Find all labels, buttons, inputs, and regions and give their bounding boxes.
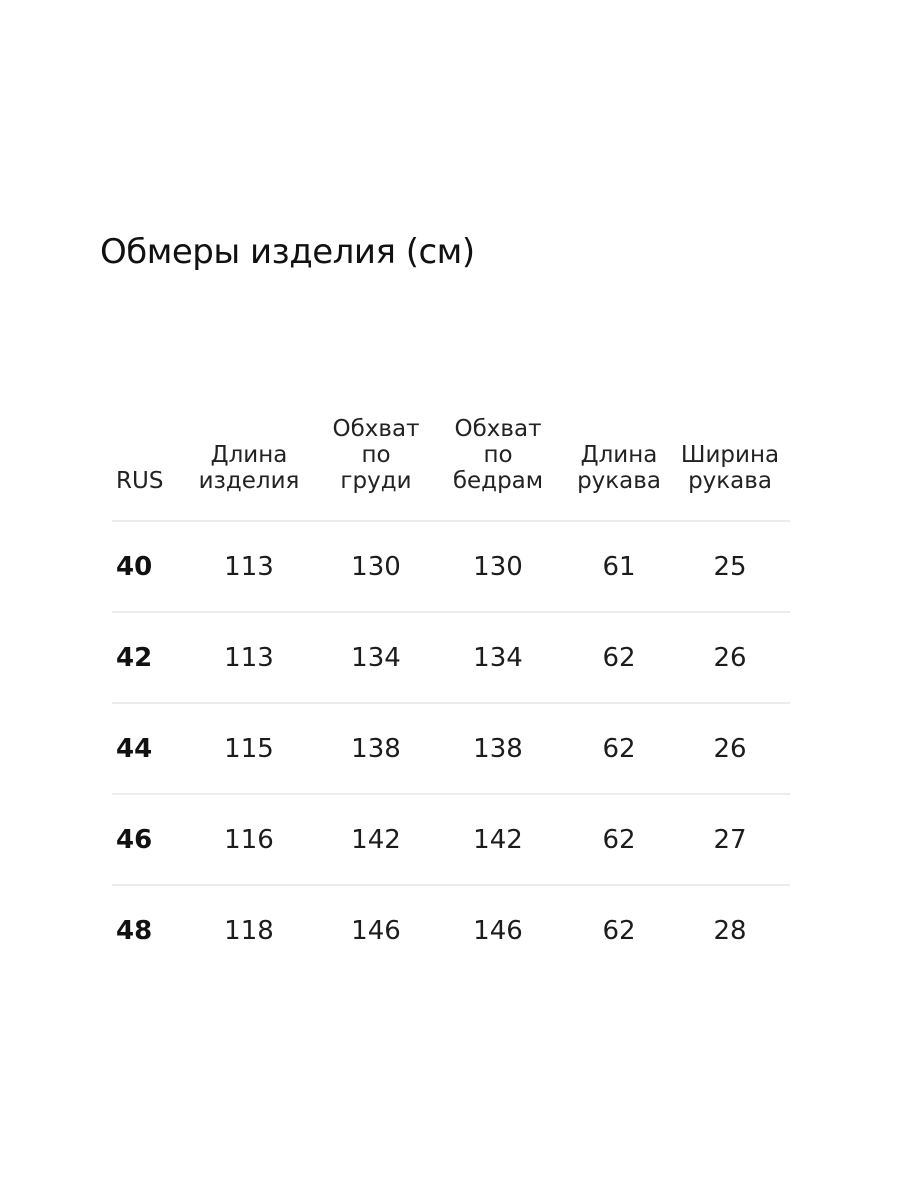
table-row [112, 886, 790, 975]
table-header [112, 412, 790, 522]
table-row [112, 522, 790, 613]
value-cell: 27 [713, 824, 747, 855]
header-line: RUS [116, 468, 164, 494]
header-line: Длина [210, 442, 288, 468]
header-line: по [361, 442, 391, 468]
header-line: груди [340, 468, 412, 494]
value-cell: 115 [224, 733, 274, 764]
table-row [112, 704, 790, 795]
page-title: Обмеры изделия (см) [100, 232, 475, 272]
header-chest [324, 416, 428, 520]
value-cell: 130 [473, 551, 523, 582]
value-cell: 113 [224, 642, 274, 673]
size-cell: 42 [116, 642, 153, 673]
header-line: Длина [580, 442, 658, 468]
header-hips [428, 416, 568, 520]
size-cell: 44 [116, 733, 153, 764]
header-line: рукава [577, 468, 661, 494]
header-length [174, 442, 324, 520]
value-cell: 134 [351, 642, 401, 673]
size-cell: 48 [116, 915, 153, 946]
value-cell: 142 [473, 824, 523, 855]
table-row [112, 795, 790, 886]
header-line: рукава [688, 468, 772, 494]
size-cell: 46 [116, 824, 153, 855]
value-cell: 61 [602, 551, 636, 582]
value-cell: 62 [602, 733, 636, 764]
value-cell: 62 [602, 824, 636, 855]
table-row [112, 613, 790, 704]
value-cell: 134 [473, 642, 523, 673]
header-line: Обхват [454, 416, 542, 442]
header-sleeve-width [670, 442, 790, 520]
value-cell: 142 [351, 824, 401, 855]
value-cell: 62 [602, 915, 636, 946]
value-cell: 25 [713, 551, 747, 582]
header-sleeve-length [568, 442, 670, 520]
header-line: Обхват [332, 416, 420, 442]
size-cell: 40 [116, 551, 153, 582]
header-line: по [483, 442, 513, 468]
header-line: бедрам [452, 468, 544, 494]
value-cell: 62 [602, 642, 636, 673]
value-cell: 130 [351, 551, 401, 582]
value-cell: 116 [224, 824, 274, 855]
value-cell: 28 [713, 915, 747, 946]
value-cell: 146 [473, 915, 523, 946]
value-cell: 26 [713, 733, 747, 764]
value-cell: 118 [224, 915, 274, 946]
header-line: Ширина [680, 442, 780, 468]
size-table [112, 412, 790, 975]
value-cell: 138 [473, 733, 523, 764]
header-line: изделия [198, 468, 300, 494]
header-rus [112, 468, 174, 520]
value-cell: 26 [713, 642, 747, 673]
value-cell: 138 [351, 733, 401, 764]
value-cell: 113 [224, 551, 274, 582]
value-cell: 146 [351, 915, 401, 946]
